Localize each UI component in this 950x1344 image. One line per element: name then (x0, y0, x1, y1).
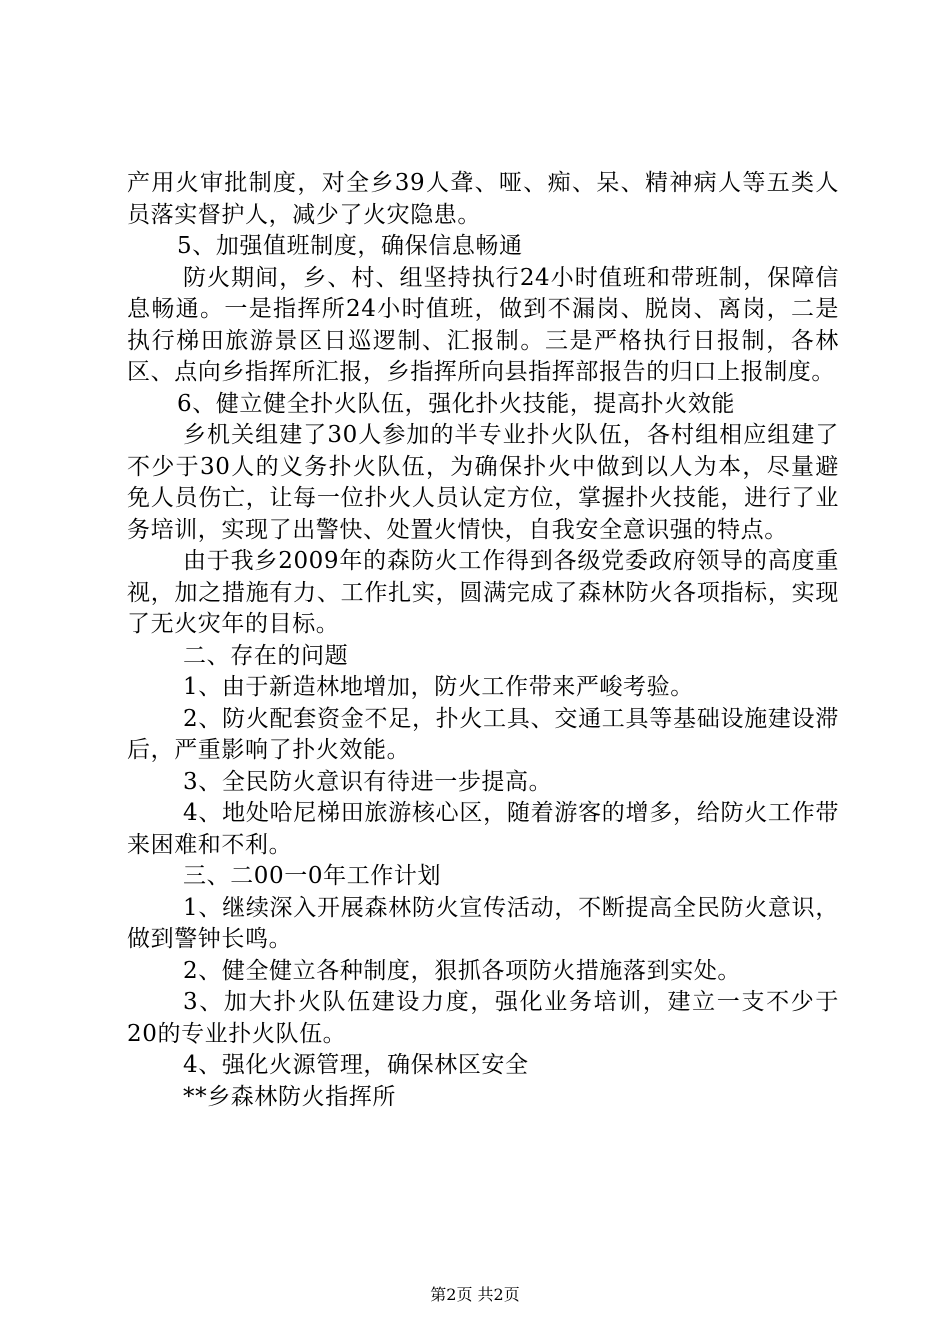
problem-item-2: 2、防火配套资金不足，扑火工具、交通工具等基础设施建设滞后，严重影响了扑火效能。 (127, 705, 839, 763)
plan-item-2: 2、健全健立各种制度，狠抓各项防火措施落到实处。 (183, 957, 742, 984)
plan-item-3: 3、加大扑火队伍建设力度，强化业务培训，建立一支不少于20的专业扑火队伍。 (127, 989, 839, 1047)
document-body (127, 168, 839, 1113)
paragraph-summary: 由于我乡2009年的森防火工作得到各级党委政府领导的高度重视，加之措施有力、工作扎实，圆满完成了森林防火各项指标，实现了无火灾年的目标。 (127, 548, 839, 637)
plan-item-4: 4、强化火源管理，确保林区安全 (183, 1052, 529, 1078)
page-footer (0, 1282, 950, 1305)
problem-item-3: 3、全民防火意识有待进一步提高。 (183, 768, 553, 795)
paragraph-firefighting-team: 乡机关组建了30人参加的半专业扑火队伍，各村组相应组建了不少于30人的义务扑火队伍，为确保扑火中做到以人为本，尽量避免人员伤亡，让每一位扑火人员认定方位，掌握扑火技能，进行了业务培训，实现了出警快、处置火情快，自我安全意识强的特点。 (127, 422, 839, 543)
plan-item-1: 1、继续深入开展森林防火宣传活动，不断提高全民防火意识，做到警钟长鸣。 (127, 894, 839, 952)
signature-org: **乡森林防火指挥所 (183, 1083, 396, 1110)
paragraph-duty-system: 防火期间，乡、村、组坚持执行24小时值班和带班制，保障信息畅通。一是指挥所24小时值班，做到不漏岗、脱岗、离岗，二是执行梯田旅游景区日巡逻制、汇报制。三是严格执行日报制，各林区、点向乡指挥所汇报，乡指挥所向县指挥部报告的归口上报制度。 (127, 264, 839, 385)
problem-item-1: 1、由于新造林地增加，防火工作带来严峻考验。 (183, 674, 694, 700)
heading-work-plan: 三、二00一0年工作计划 (183, 863, 442, 889)
heading-problems: 二、存在的问题 (183, 642, 349, 669)
page-number-label: 第2页 共2页 (430, 1285, 520, 1304)
section-heading-5: 5、加强值班制度，确保信息畅通 (177, 233, 523, 259)
paragraph-continuation: 产用火审批制度，对全乡39人聋、哑、痴、呆、精神病人等五类人员落实督护人，减少了火灾隐患。 (127, 170, 839, 228)
problem-item-4: 4、地处哈尼梯田旅游核心区，随着游客的增多，给防火工作带来困难和不利。 (127, 800, 839, 858)
section-heading-6: 6、健立健全扑火队伍，强化扑火技能，提高扑火效能 (177, 390, 736, 417)
